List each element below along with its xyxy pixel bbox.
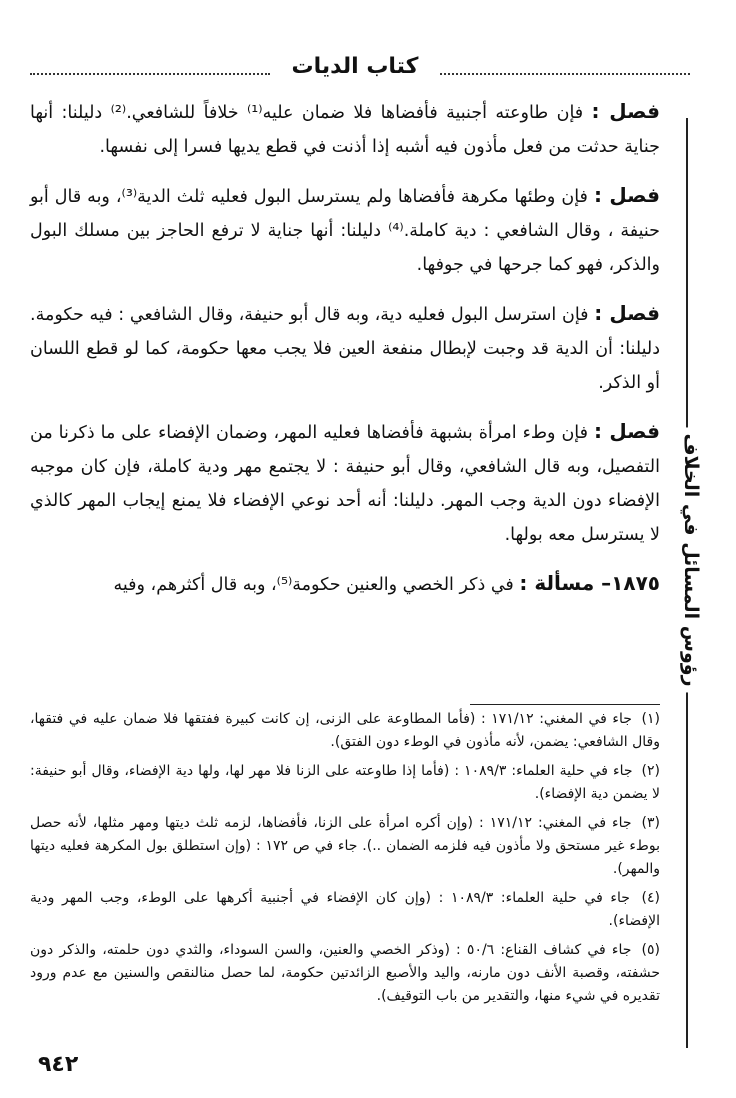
masala-paragraph bbox=[30, 566, 660, 602]
header-dotted-rule-right bbox=[440, 73, 690, 75]
main-text bbox=[30, 94, 660, 616]
paragraph-text: فإن طاوعته أجنبية فأفضاها فلا ضمان عليه⁽¹⁾ خلافاً للشافعي.⁽²⁾ دليلنا: أنها جناية حدثت من فعل مأذون فيه أشبه إذا أذنت في قطع يديها فسرا إلى نفسها. bbox=[30, 103, 660, 157]
footnote bbox=[30, 708, 660, 754]
paragraph bbox=[30, 296, 660, 400]
footnote bbox=[30, 812, 660, 881]
footnote-text: جاء في كشاف القناع: ٥٠/٦ : (وذكر الخصي والعنين، والسن السوداء، والثدي دون حلمته، والذكر دون حشفته، وقصبة الأنف دون مارنه، واليد والأصبع الزائدتين حكومة، لما حصل منالنقص والسنين مع عدم ورود تقديره في شيء منها، والتقدير من باب التوقيف). bbox=[30, 942, 660, 1004]
footnote-text: جاء في المغني: ١٧١/١٢ : (فأما المطاوعة على الزنى، إن كانت كبيرة ففتقها فلا ضمان عليه في فتقها، وقال الشافعي: يضمن، لأنه مأذون في الوطء دون الفتق). bbox=[30, 711, 660, 750]
masala-text: في ذكر الخصي والعنين حكومة⁽⁵⁾، وبه قال أكثرهم، وفيه bbox=[113, 575, 514, 595]
section-keyword: فصل : bbox=[591, 99, 660, 123]
masala-number: ١٨٧٥– مسألة : bbox=[519, 571, 660, 595]
paragraph bbox=[30, 94, 660, 164]
paragraph bbox=[30, 414, 660, 552]
footnote-number: (٤) bbox=[641, 890, 661, 906]
footnote bbox=[30, 939, 660, 1008]
footnote-number: (٢) bbox=[641, 763, 660, 779]
footnotes bbox=[30, 708, 660, 1014]
header-dotted-rule-left bbox=[30, 73, 270, 75]
footnote-text: جاء في حلية العلماء: ١٠٨٩/٣ : (وإن كان الإفضاء في أجنبية أكرهها على الوطء، وجب المهر ودية الإفضاء). bbox=[30, 890, 660, 929]
footnote bbox=[30, 760, 660, 806]
footnote bbox=[30, 887, 660, 933]
paragraph-text: فإن وطء امرأة بشبهة فأفضاها فعليه المهر، وضمان الإفضاء على ما ذكرنا من التفصيل، وبه قال الشافعي، وقال أبو حنيفة : لا يجتمع مهر ودية كاملة، فإن كان موجبه الإفضاء دون الدية وجب المهر. دليلنا: أنه أحد نوعي الإفضاء فلا يمنع إيجاب المهر كالذي لا يسترسل معه بولها. bbox=[30, 423, 660, 545]
side-book-title bbox=[666, 433, 716, 687]
paragraph-text: فإن استرسل البول فعليه دية، وبه قال أبو حنيفة، وقال الشافعي : فيه حكومة. دليلنا: أن الدية قد وجبت لإبطال منفعة العين فلا يجب معها حكومة، كما لو قطع اللسان أو الذكر. bbox=[30, 305, 660, 393]
section-keyword: فصل : bbox=[593, 419, 660, 443]
chapter-title: كتاب الديات bbox=[291, 54, 419, 79]
paragraph bbox=[30, 178, 660, 282]
side-book-title-text: رؤوس المسائل في الخلاف bbox=[680, 427, 702, 692]
footnote-text: جاء في المغني: ١٧١/١٢ : (وإن أكره امرأة على الزنا، فأفضاها، لزمه ثلث ديتها ومهر مثلها، لأنه حصل بوطء غير مستحق ولا مأذون فيه فلزمه الضمان ..). جاء في ص ١٧٢ : (وإن استطلق بول المكرهة فعليه ديتها والمهر). bbox=[30, 815, 660, 877]
footnote-separator bbox=[470, 704, 660, 705]
section-keyword: فصل : bbox=[593, 183, 660, 207]
running-header bbox=[30, 54, 690, 86]
footnote-number: (١) bbox=[641, 711, 660, 727]
footnote-number: (٣) bbox=[641, 815, 660, 831]
paragraph-text: فإن وطئها مكرهة فأفضاها ولم يسترسل البول فعليه ثلث الدية⁽³⁾، وبه قال أبو حنيفة ، وقال الشافعي : دية كاملة.⁽⁴⁾ دليلنا: أنها جناية لا ترفع الحاجز بين مسلك البول والذكر، فهو كما جرحها في جوفها. bbox=[30, 187, 660, 275]
section-keyword: فصل : bbox=[594, 301, 660, 325]
footnote-text: جاء في حلية العلماء: ١٠٨٩/٣ : (فأما إذا طاوعته على الزنا فلا مهر لها، ولها دية الإفضاء، وقال أبو حنيفة: لا يضمن دية الإفضاء). bbox=[30, 763, 660, 802]
footnote-number: (٥) bbox=[641, 942, 661, 958]
page-number: ٩٤٢ bbox=[38, 1052, 79, 1077]
